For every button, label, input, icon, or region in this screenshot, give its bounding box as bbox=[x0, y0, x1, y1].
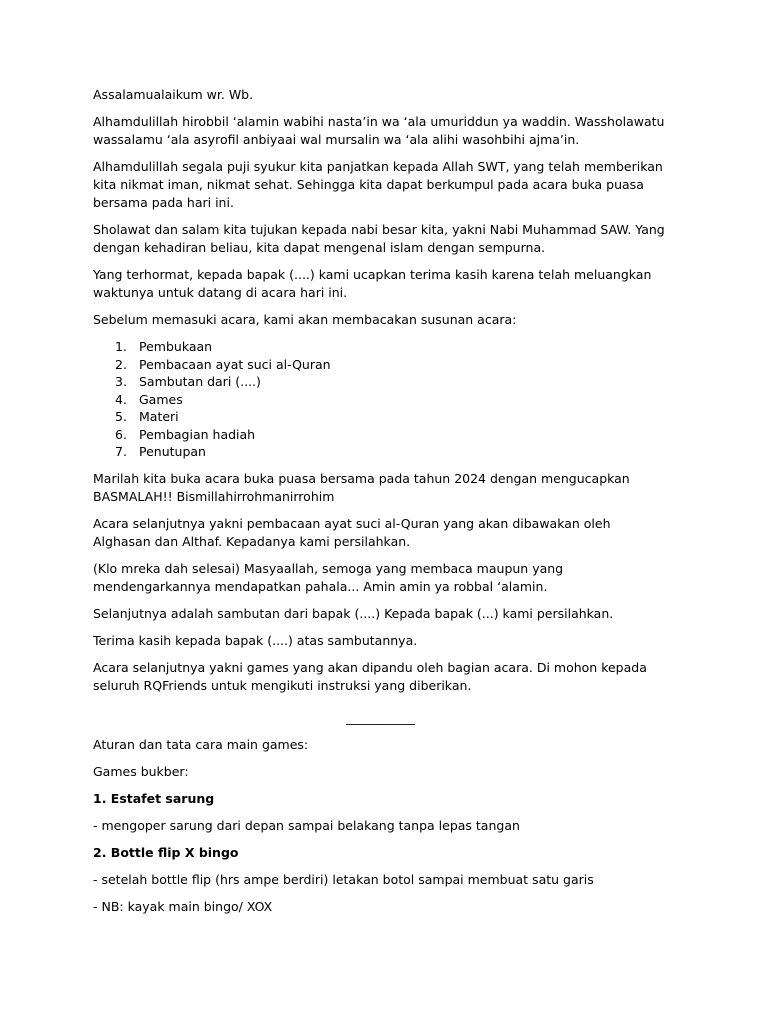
after-reading-paragraph: (Klo mreka dah selesai) Masyaallah, semoga yang membaca maupun yang mendengarkannya mendapatkan pahala... Amin amin ya robbal ‘alamin. bbox=[93, 560, 564, 594]
speech-thanks-paragraph: Terima kasih kepada bapak (....) atas sambutannya. bbox=[93, 632, 418, 648]
agenda-item bbox=[93, 426, 668, 444]
agenda-list bbox=[93, 338, 668, 461]
greeting: Assalamualaikum wr. Wb. bbox=[93, 87, 254, 102]
agenda-text: Penutupan bbox=[139, 444, 206, 459]
agenda-text: Pembacaan ayat suci al-Quran bbox=[139, 356, 331, 372]
game2-rule: - setelah bottle flip (hrs ampe berdiri) letakan botol sampai membuat satu garis bbox=[93, 871, 594, 887]
agenda-text: Pembukaan bbox=[139, 339, 213, 354]
games-rules-heading: Aturan dan tata cara main games: bbox=[93, 736, 309, 752]
games-title: Games bukber: bbox=[93, 763, 189, 779]
opening-prayer: Alhamdulillah hirobbil ‘alamin wabihi nasta’in wa ‘ala umuriddun ya waddin. Wassholawatu wassalamu ‘ala asyrofil anbiyaai wal mursalin wa ‘ala alihi wasohbihi ajma’in. bbox=[93, 114, 665, 147]
agenda-item bbox=[93, 356, 668, 374]
agenda-item bbox=[93, 391, 668, 409]
agenda-number: 5. bbox=[115, 409, 127, 424]
game2-title: 2. Bottle flip X bingo bbox=[93, 844, 239, 860]
agenda-intro: Sebelum memasuki acara, kami akan membacakan susunan acara: bbox=[93, 312, 517, 327]
game1-title: 1. Estafet sarung bbox=[93, 790, 215, 806]
agenda-item bbox=[93, 338, 668, 356]
game2-note: - NB: kayak main bingo/ XOX bbox=[93, 898, 273, 914]
quran-reading-paragraph: Acara selanjutnya yakni pembacaan ayat suci al-Quran yang akan dibawakan oleh Alghasan dan Althaf. Kepadanya kami persilahkan. bbox=[93, 515, 611, 549]
agenda-item bbox=[93, 408, 668, 426]
sholawat-paragraph: Sholawat dan salam kita tujukan kepada nabi besar kita, yakni Nabi Muhammad SAW. Yang dengan kehadiran beliau, kita dapat mengenal islam dengan sempurna. bbox=[93, 222, 665, 255]
agenda-number: 3. bbox=[115, 374, 127, 389]
agenda-text: Games bbox=[139, 391, 183, 407]
games-intro-paragraph: Acara selanjutnya yakni games yang akan dipandu oleh bagian acara. Di mohon kepada seluruh RQFriends untuk mengikuti instruksi yang diberikan. bbox=[93, 659, 647, 693]
agenda-item bbox=[93, 443, 668, 461]
agenda-number: 6. bbox=[115, 426, 127, 442]
agenda-text: Pembagian hadiah bbox=[139, 426, 256, 442]
section-separator: ___________ bbox=[346, 709, 415, 725]
agenda-text: Sambutan dari (....) bbox=[139, 374, 261, 389]
gratitude-paragraph: Alhamdulillah segala puji syukur kita panjatkan kepada Allah SWT, yang telah memberikan kita nikmat iman, nikmat sehat. Sehingga kita dapat berkumpul pada acara buka puasa bersama pada hari ini. bbox=[93, 159, 663, 210]
agenda-text: Materi bbox=[139, 409, 179, 424]
agenda-number: 4. bbox=[115, 391, 127, 407]
welcome-guest-paragraph: Yang terhormat, kepada bapak (....) kami ucapkan terima kasih karena telah meluangkan waktunya untuk datang di acara hari ini. bbox=[93, 267, 652, 300]
agenda-number: 7. bbox=[115, 444, 127, 459]
agenda-item bbox=[93, 373, 668, 391]
speech-invite-paragraph: Selanjutnya adalah sambutan dari bapak (....) Kepada bapak (...) kami persilahkan. bbox=[93, 605, 614, 621]
agenda-number: 2. bbox=[115, 356, 127, 372]
agenda-number: 1. bbox=[115, 339, 127, 354]
basmalah-paragraph: Marilah kita buka acara buka puasa bersama pada tahun 2024 dengan mengucapkan BASMALAH!! Bismillahirrohmanirrohim bbox=[93, 470, 630, 504]
game1-rule: - mengoper sarung dari depan sampai belakang tanpa lepas tangan bbox=[93, 817, 520, 833]
